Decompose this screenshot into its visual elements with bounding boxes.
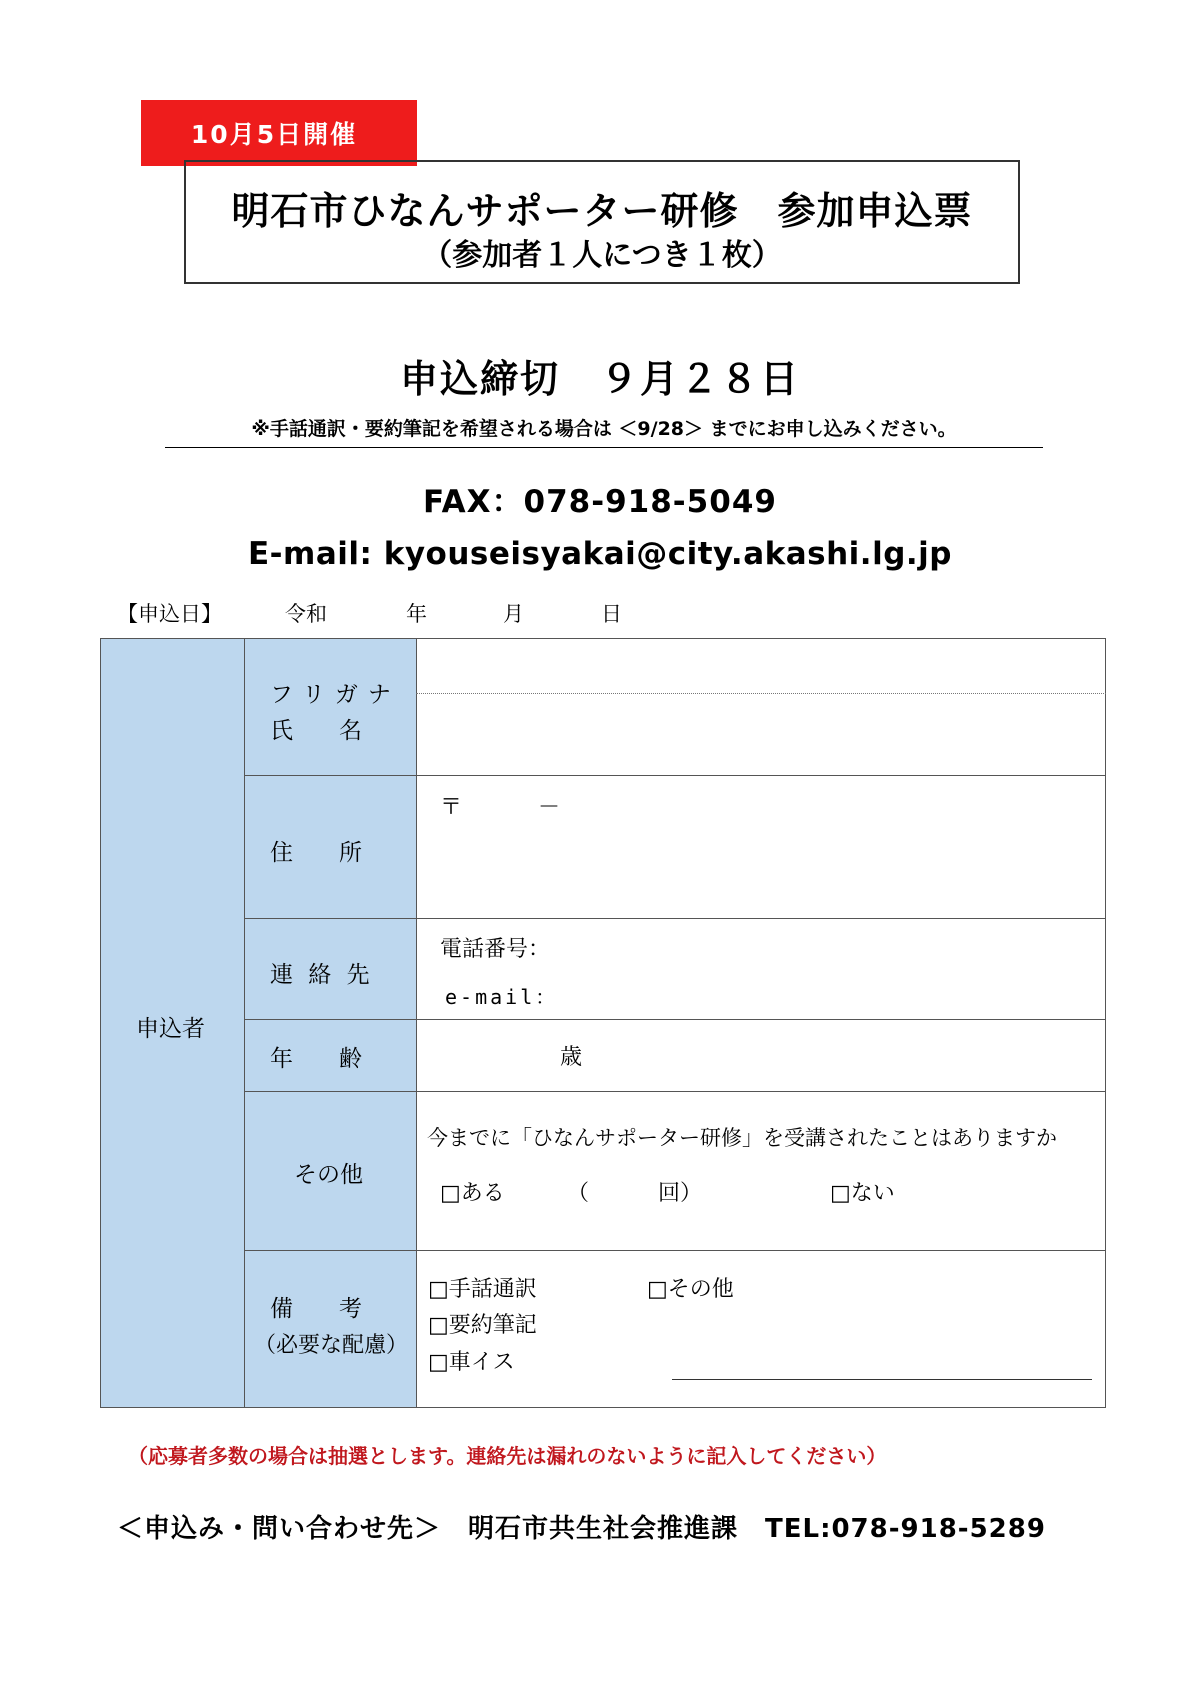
row-divider [244,1091,1106,1092]
name-input[interactable] [418,695,1104,774]
application-date-year: 年 [406,602,427,626]
deadline: 申込締切 ９月２８日 [399,357,800,401]
furigana-divider [416,693,1106,694]
remarks-sublabel: （必要な配慮） [254,1333,409,1358]
contact-footer: ＜申込み・問い合わせ先＞ 明石市共生社会推進課 TEL:078-918-5289 [117,1514,1046,1544]
column-divider [244,638,245,1408]
age-input[interactable] [418,1021,558,1089]
postal-dash: － [538,795,561,820]
form-title: 明石市ひなんサポーター研修 参加申込票 [231,189,973,233]
furigana-label: フリガナ [270,682,401,708]
address-input[interactable] [418,777,1104,917]
training-count-open: （ [567,1181,590,1206]
fax-number: FAX：078-918-5049 [423,484,777,520]
sign-language-checkbox[interactable]: □手話通訳 [428,1277,537,1302]
furigana-input[interactable] [418,640,1104,692]
email-address[interactable]: E-mail: kyouseisyakai@city.akashi.lg.jp [248,536,952,572]
row-divider [244,775,1106,776]
other-label: その他 [294,1162,363,1188]
address-label: 住 所 [270,840,362,866]
contact-email-label: e-mail： [445,985,559,1009]
age-unit: 歳 [560,1045,583,1070]
age-label: 年 齢 [270,1046,362,1072]
training-yes-checkbox[interactable]: □ある [440,1181,505,1206]
training-count-close: 回） [658,1181,703,1206]
other-needs-checkbox[interactable]: □その他 [647,1277,734,1302]
contact-label: 連 絡 先 [270,962,374,988]
applicant-label: 申込者 [136,1016,205,1042]
remarks-label: 備 考 [270,1296,362,1322]
application-date-month: 月 [503,602,524,626]
application-date-era: 令和 [285,602,327,626]
contact-email-input[interactable] [560,972,1100,1016]
row-divider [244,1019,1106,1020]
application-date-label: 【申込日】 [117,602,222,626]
training-no-checkbox[interactable]: □ない [830,1181,895,1206]
row-divider [244,1250,1106,1251]
interpreter-note: ※手話通訳・要約筆記を希望される場合は ＜9/28＞ までにお申し込みください。 [165,414,1043,448]
phone-label: 電話番号： [440,937,551,962]
form-subtitle: （参加者１人につき１枚） [422,238,782,273]
summary-writing-checkbox[interactable]: □要約筆記 [428,1313,537,1338]
lottery-note: （応募者多数の場合は抽選とします。連絡先は漏れのないように記入してください） [128,1444,887,1468]
column-divider [416,638,417,1408]
postal-mark: 〒 [440,795,463,820]
title-box [184,160,1020,284]
training-question: 今までに「ひなんサポーター研修」を受講されたことはありますか [427,1126,1057,1150]
training-count-input[interactable] [590,1172,654,1206]
name-label: 氏 名 [270,718,362,744]
application-form-table [100,638,1106,1408]
row-divider [244,918,1106,919]
application-date-day: 日 [601,602,622,626]
event-date-badge: 10月5日開催 [141,100,417,166]
other-needs-input-line[interactable] [672,1379,1092,1380]
wheelchair-checkbox[interactable]: □車イス [428,1350,515,1375]
phone-input[interactable] [560,922,1100,966]
